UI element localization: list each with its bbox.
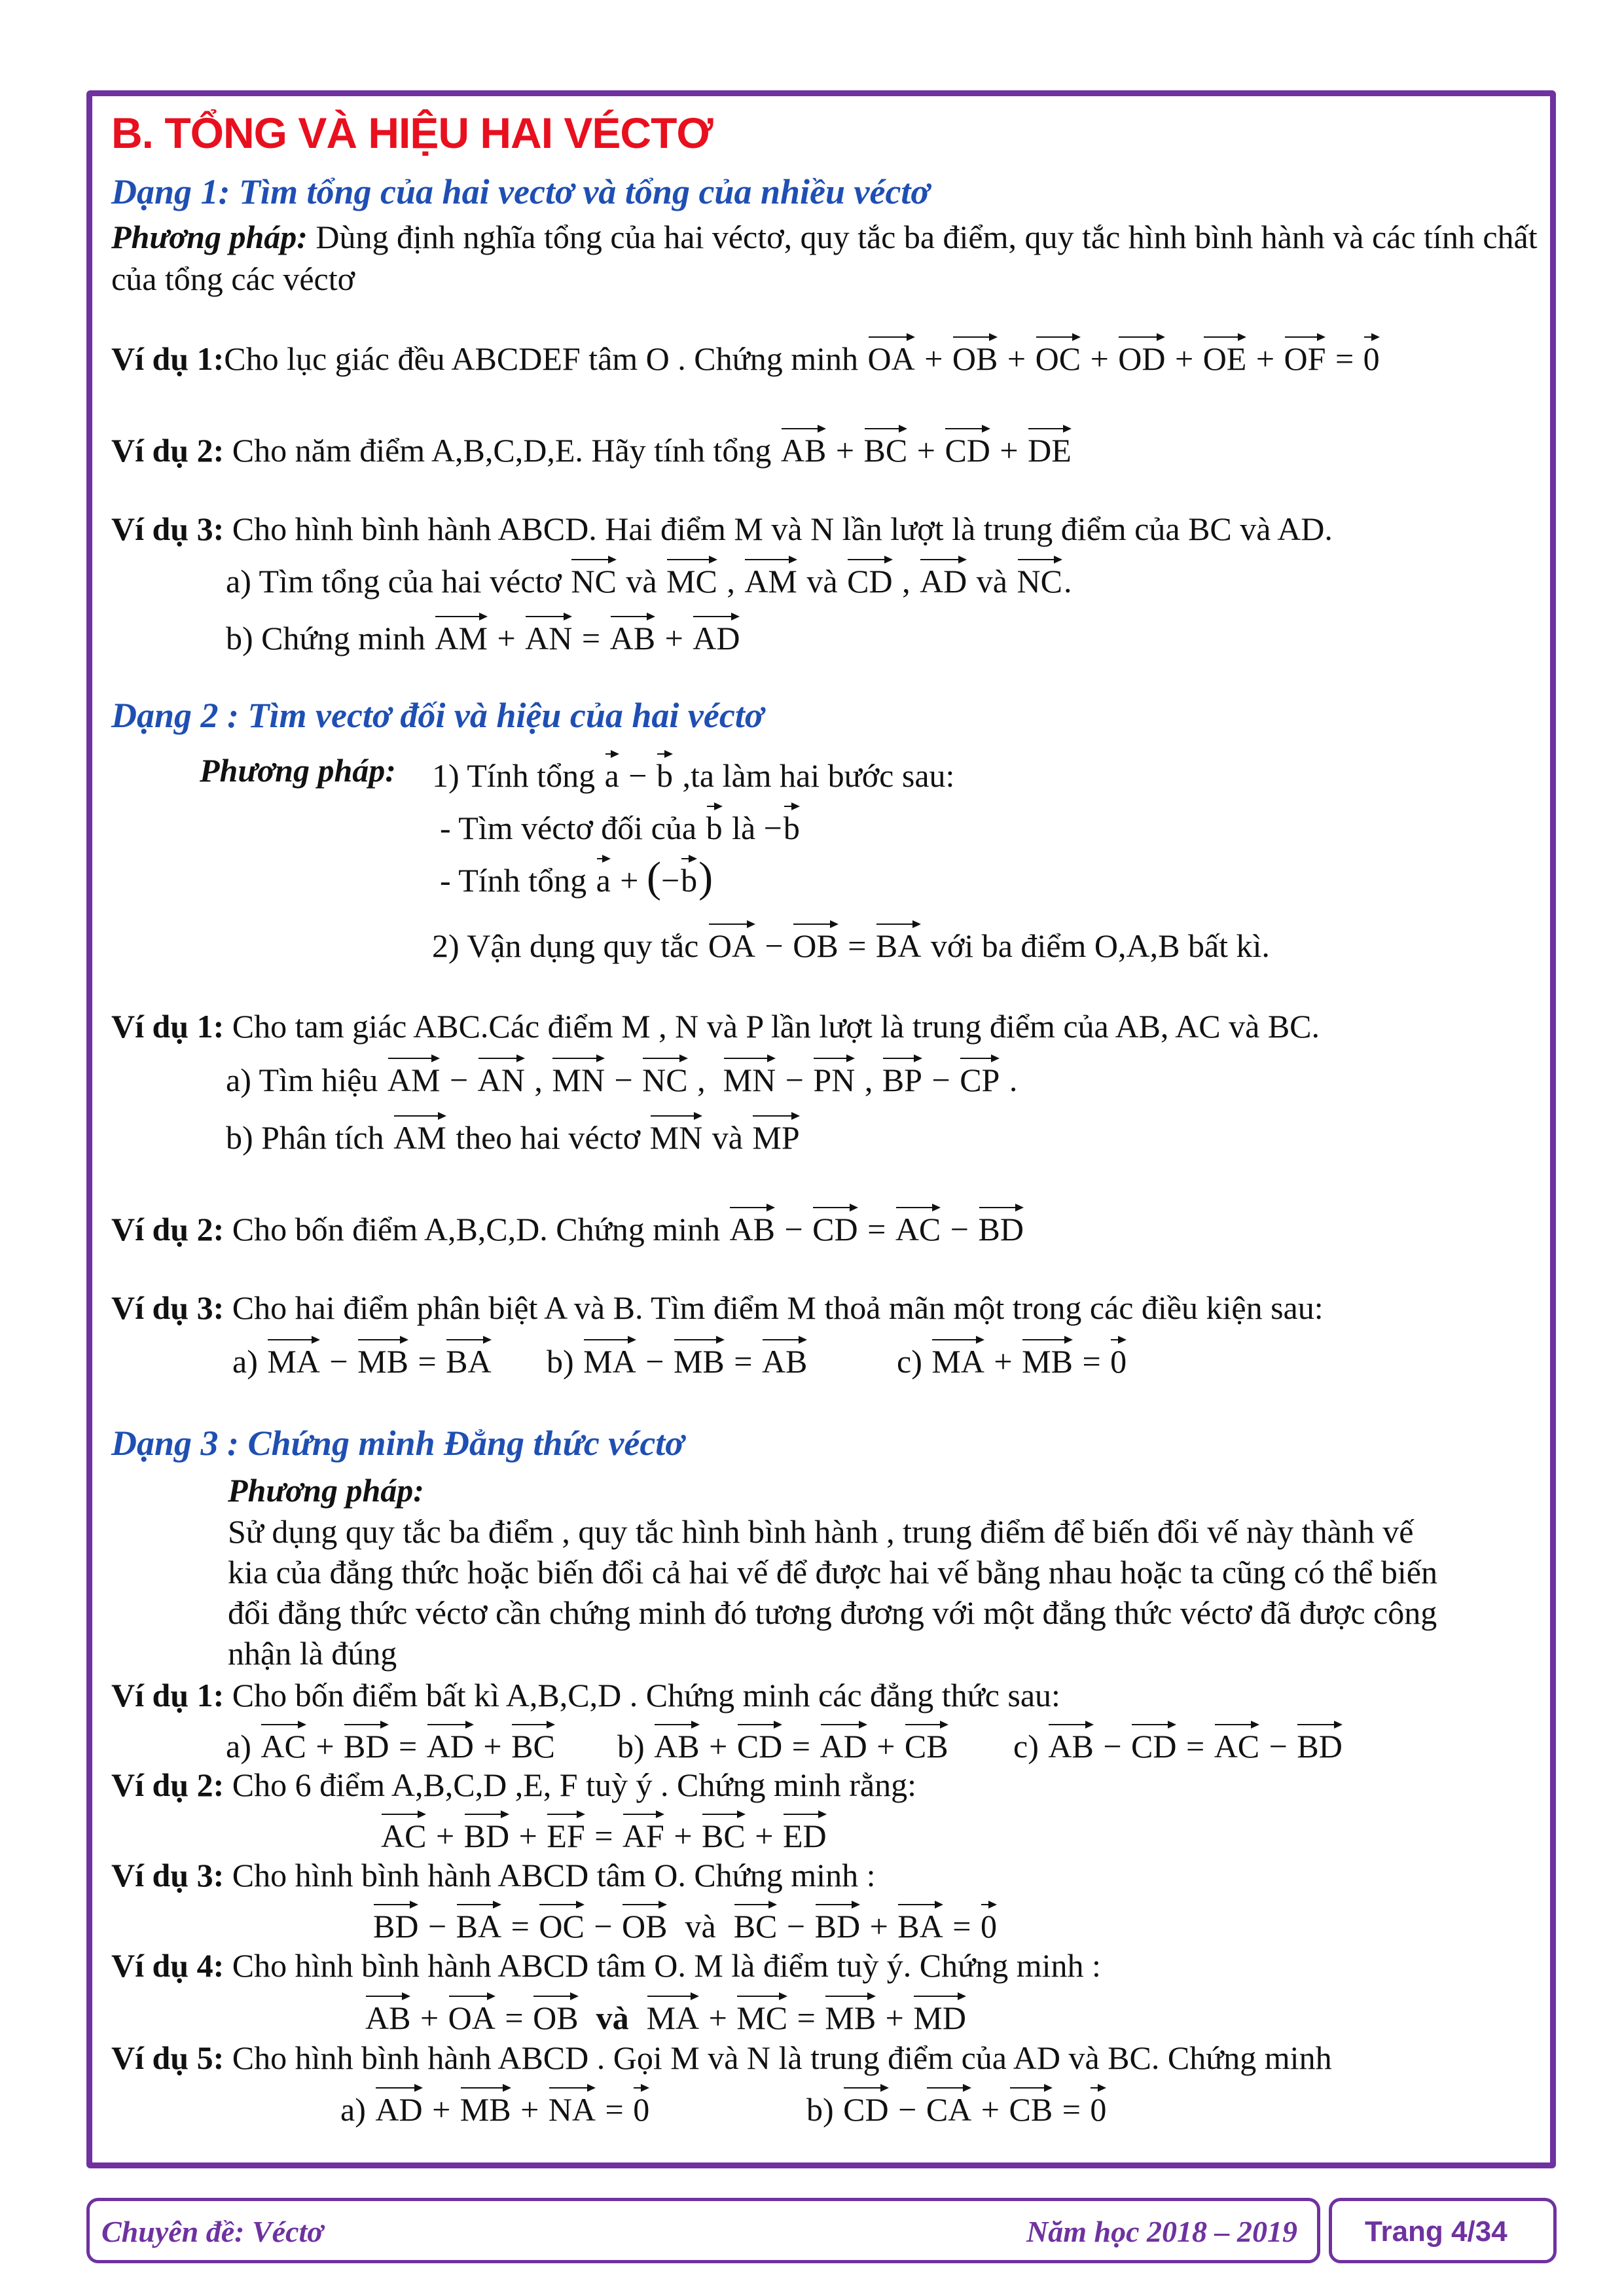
d3-ex1-b: b) AB + CD = AD + CB bbox=[617, 1720, 950, 1767]
d1-ex1 bbox=[111, 332, 1381, 380]
d1-ex2-label: Ví dụ 2: bbox=[111, 432, 225, 469]
d1-ex1-formula: OA + OB + OC + OD + OE + OF = 0 bbox=[867, 340, 1381, 377]
d2-ex1a-text: a) Tìm hiệu bbox=[226, 1062, 378, 1098]
dang2-method bbox=[200, 749, 396, 791]
d1-ex1-text: Cho lục giác đều ABCDEF tâm O . Chứng minh bbox=[224, 340, 858, 377]
footer-page-box bbox=[1329, 2198, 1557, 2263]
dang2-heading: Dạng 2 : Tìm vectơ đối và hiệu của hai véctơ bbox=[111, 696, 764, 735]
d3-ex1-c: c) AB − CD = AC − BD bbox=[1013, 1720, 1344, 1767]
d1-ex3a: a) Tìm tổng của hai véctơ NC và MC , AM và CD , AD và NC. bbox=[226, 555, 1072, 602]
d2-step1a-text: - Tìm véctơ đối của bbox=[440, 810, 697, 846]
d2-ex1-text: Cho tam giác ABC.Các điểm M , N và P lần lượt là trung điểm của AB, AC và BC. bbox=[224, 1008, 1320, 1045]
d1-ex3b: b) Chứng minh AM + AN = AB + AD bbox=[226, 612, 741, 659]
d2-step1b: - Tính tổng a + (−b) bbox=[440, 853, 713, 901]
d2-ex3 bbox=[111, 1287, 1324, 1329]
d3-ex2 bbox=[111, 1764, 916, 1806]
and-word: và bbox=[626, 563, 657, 600]
d3-ex1-label: Ví dụ 1: bbox=[111, 1677, 225, 1713]
dang1-method bbox=[111, 216, 1538, 300]
footer-year: Năm học 2018 – 2019 bbox=[1026, 2215, 1297, 2248]
d3-ex5-text: Cho hình bình hành ABCD . Gọi M và N là trung điểm của AD và BC. Chứng minh bbox=[224, 2039, 1332, 2076]
d2-ex3-a: a) MA − MB = BA bbox=[232, 1335, 493, 1382]
d2-step2-tail: với ba điểm O,A,B bất kì. bbox=[930, 927, 1270, 964]
d3-ex5-a: a) AD + MB + NA = 0 bbox=[340, 2083, 651, 2130]
d2-step2: 2) Vận dụng quy tắc OA − OB = BA với ba điểm O,A,B bất kì. bbox=[432, 920, 1270, 967]
d3-ex3 bbox=[111, 1854, 875, 1896]
d3-ex3-formula: BD − BA = OC − OB và BC − BD + BA = 0 bbox=[372, 1900, 998, 1947]
d2-step1-tail: ,ta làm hai bước sau: bbox=[682, 757, 955, 794]
d3-ex5-b: b) CD − CA + CB = 0 bbox=[806, 2083, 1108, 2130]
d3-ex4-text: Cho hình bình hành ABCD tâm O. M là điểm tuỳ ý. Chứng minh : bbox=[224, 1947, 1101, 1984]
d1-ex3 bbox=[111, 508, 1333, 550]
d3-ex3-text: Cho hình bình hành ABCD tâm O. Chứng minh : bbox=[224, 1857, 876, 1893]
d2-step1a-mid: là bbox=[732, 810, 756, 846]
d2-ex3-text: Cho hai điểm phân biệt A và B. Tìm điểm M thoả mãn một trong các điều kiện sau: bbox=[224, 1289, 1324, 1326]
d3-ex1 bbox=[111, 1674, 1060, 1716]
d2-step1a: - Tìm véctơ đối của b là −b bbox=[440, 802, 801, 849]
d2-ex3-c: c) MA + MB = 0 bbox=[897, 1335, 1128, 1382]
and-word: và bbox=[976, 563, 1007, 600]
page-title: B. TỔNG VÀ HIỆU HAI VÉCTƠ bbox=[111, 109, 713, 157]
dang3-method-line1: Sử dụng quy tắc ba điểm , quy tắc hình bình hành , trung điểm để biến đổi vế này thành vế bbox=[228, 1513, 1414, 1550]
d3-ex2-label: Ví dụ 2: bbox=[111, 1767, 225, 1803]
d2-step1-text: 1) Tính tổng bbox=[432, 757, 596, 794]
and-word: và bbox=[806, 563, 838, 600]
d3-ex4-formula: AB + OA = OB và MA + MC = MB + MD bbox=[364, 1992, 967, 2039]
dang1-heading: Dạng 1: Tìm tổng của hai vectơ và tổng của nhiều véctơ bbox=[111, 172, 930, 211]
dang3-heading: Dạng 3 : Chứng minh Đẳng thức véctơ bbox=[111, 1424, 685, 1463]
dang3-method-line4: nhận là đúng bbox=[228, 1635, 397, 1672]
d2-ex3-label: Ví dụ 3: bbox=[111, 1289, 225, 1326]
d1-ex3-label: Ví dụ 3: bbox=[111, 511, 225, 547]
d2-ex1b-text: b) Phân tích bbox=[226, 1119, 384, 1156]
d2-step1b-text: - Tính tổng bbox=[440, 862, 587, 899]
d2-ex1 bbox=[111, 1005, 1320, 1047]
dang3-method-label: Phương pháp: bbox=[228, 1472, 424, 1509]
footer-topic: Chuyên đề: Véctơ bbox=[101, 2215, 323, 2248]
d2-ex3-b: b) MA − MB = AB bbox=[547, 1335, 808, 1382]
d2-ex1a: a) Tìm hiệu AM − AN , MN − NC , MN − PN , BP − CP . bbox=[226, 1054, 1017, 1101]
d3-ex5 bbox=[111, 2037, 1332, 2079]
d3-ex2-formula: AC + BD + EF = AF + BC + ED bbox=[380, 1810, 828, 1857]
d3-ex1-text: Cho bốn điểm bất kì A,B,C,D . Chứng minh các đẳng thức sau: bbox=[224, 1677, 1060, 1713]
d2-step1: 1) Tính tổng a − b ,ta làm hai bước sau: bbox=[432, 749, 954, 797]
dang2-method-label: Phương pháp: bbox=[200, 752, 396, 789]
d1-ex1-label: Ví dụ 1: bbox=[111, 340, 225, 377]
dang1-method-label: Phương pháp: bbox=[111, 219, 308, 255]
d1-ex3-text: Cho hình bình hành ABCD. Hai điểm M và N lần lượt là trung điểm của BC và AD. bbox=[224, 511, 1333, 547]
dang3-method-line2: kia của đẳng thức hoặc biến đổi cả hai vế để được hai vế bằng nhau hoặc ta cũng có thể biến bbox=[228, 1554, 1437, 1590]
d3-ex4 bbox=[111, 1945, 1101, 1986]
and-word: và bbox=[685, 1908, 716, 1945]
d1-ex3a-text: a) Tìm tổng của hai véctơ bbox=[226, 563, 562, 600]
d2-ex1b-mid: theo hai véctơ bbox=[456, 1119, 641, 1156]
dang3-method-line3: đổi đẳng thức véctơ cần chứng minh đó tương đương với một đẳng thức véctơ đã được công bbox=[228, 1594, 1437, 1631]
and-word-bold: và bbox=[596, 2000, 629, 2036]
footer-page: Trang 4/34 bbox=[1365, 2215, 1507, 2248]
d2-ex2-text: Cho bốn điểm A,B,C,D. Chứng minh bbox=[224, 1211, 720, 1247]
d3-ex3-label: Ví dụ 3: bbox=[111, 1857, 225, 1893]
d2-ex1-label: Ví dụ 1: bbox=[111, 1008, 225, 1045]
d1-ex3b-text: b) Chứng minh bbox=[226, 620, 425, 656]
d3-ex4-label: Ví dụ 4: bbox=[111, 1947, 225, 1984]
d2-ex1b: b) Phân tích AM theo hai véctơ MN và MP bbox=[226, 1111, 801, 1158]
d3-ex1-a: a) AC + BD = AD + BC bbox=[226, 1720, 556, 1767]
d2-step2-text: 2) Vận dụng quy tắc bbox=[432, 927, 699, 964]
d3-ex5-label: Ví dụ 5: bbox=[111, 2039, 225, 2076]
footer-main-box bbox=[86, 2198, 1320, 2263]
d3-ex2-text: Cho 6 điểm A,B,C,D ,E, F tuỳ ý . Chứng minh rằng: bbox=[224, 1767, 916, 1803]
and-word: và bbox=[712, 1119, 743, 1156]
d2-ex2-label: Ví dụ 2: bbox=[111, 1211, 225, 1247]
d2-ex2: Ví dụ 2: Cho bốn điểm A,B,C,D. Chứng minh AB − CD = AC − BD bbox=[111, 1203, 1025, 1250]
d1-ex2 bbox=[111, 424, 1073, 471]
dang1-method-text: Dùng định nghĩa tổng của hai véctơ, quy tắc ba điểm, quy tắc hình bình hành và các tính chất của tổng các véctơ bbox=[111, 219, 1538, 297]
d1-ex2-formula: AB + BC + CD + DE bbox=[780, 432, 1073, 469]
d1-ex2-text: Cho năm điểm A,B,C,D,E. Hãy tính tổng bbox=[224, 432, 772, 469]
